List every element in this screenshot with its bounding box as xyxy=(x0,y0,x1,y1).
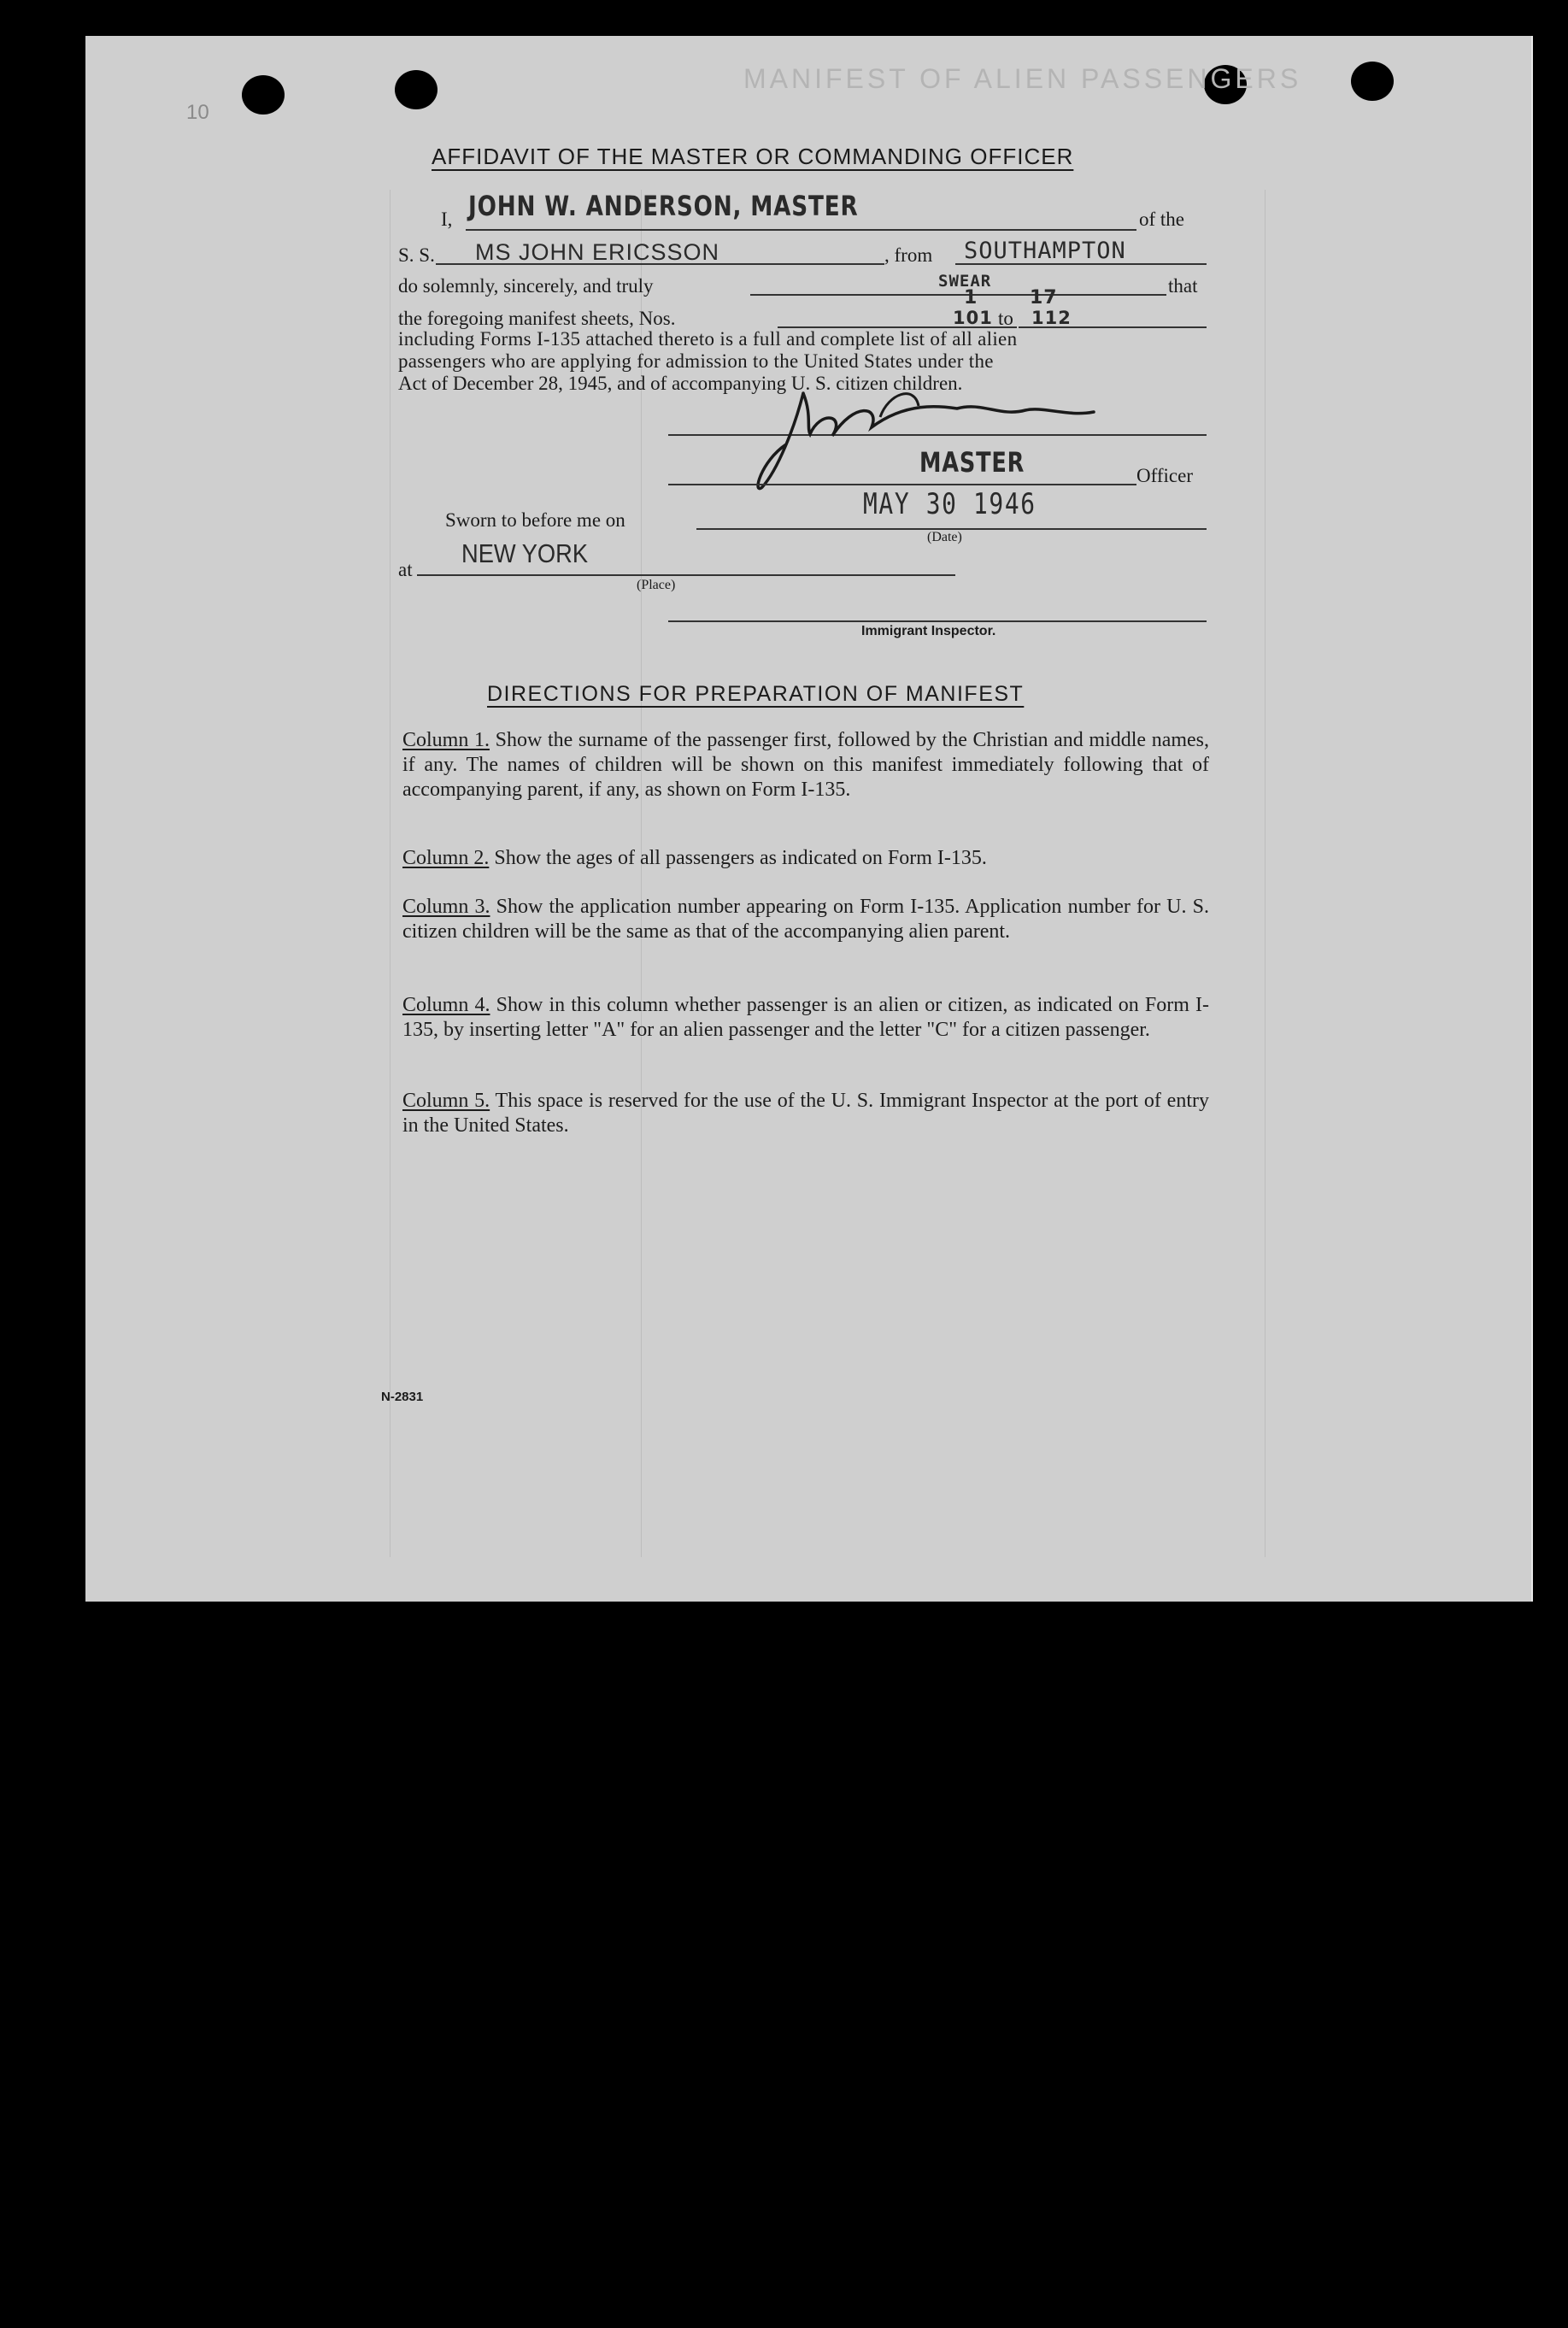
place-stamp: NEW YORK xyxy=(461,538,589,568)
place-line xyxy=(417,574,955,576)
of-the-label: of the xyxy=(1139,209,1185,230)
port-stamp: SOUTHAMPTON xyxy=(964,238,1126,264)
document-page xyxy=(85,36,1533,1602)
column-text: Show the application number appearing on Form I-135. Application number for U. S. citizen children will be the same as that of the accompanying alien parent. xyxy=(402,896,1210,943)
column-text: Show in this column whether passenger is an alien or citizen, as indicated on Form I-135, by inserting letter "A" for an alien passenger and the letter "C" for a citizen passenger. xyxy=(402,994,1210,1041)
to-label: to xyxy=(998,308,1013,329)
oath-stamp: SWEAR xyxy=(938,272,992,291)
sheet-from-top: 1 xyxy=(964,287,978,309)
column-label: Column 4. xyxy=(402,994,490,1016)
sheet-to: 112 xyxy=(1031,308,1072,328)
master-name-stamp: JOHN W. ANDERSON, MASTER xyxy=(468,190,859,222)
bleed-through-corner-number: 10 xyxy=(186,101,209,124)
punch-hole xyxy=(1351,62,1394,101)
ss-prefix: S. S. xyxy=(398,244,435,266)
inspector-label: Immigrant Inspector. xyxy=(861,624,996,638)
direction-column-5 xyxy=(402,1089,1209,1138)
name-line xyxy=(466,229,1136,231)
i-prefix: I, xyxy=(441,209,453,230)
oath-line xyxy=(750,294,1166,296)
column-text: This space is reserved for the use of the U. S. Immigrant Inspector at the port of entry in the United States. xyxy=(402,1090,1209,1137)
column-label: Column 5. xyxy=(402,1090,490,1112)
punch-hole xyxy=(242,75,285,115)
bleed-line xyxy=(390,190,391,1557)
bleed-line xyxy=(641,190,642,1557)
affidavit-title: AFFIDAVIT OF THE MASTER OR COMMANDING OFFICER xyxy=(432,144,1074,169)
direction-column-3 xyxy=(402,895,1209,944)
signature-text xyxy=(743,419,748,420)
direction-column-1 xyxy=(402,728,1209,802)
officer-title-stamp: MASTER xyxy=(919,446,1025,479)
column-label: Column 3. xyxy=(402,896,490,918)
sworn-text: Sworn to before me on xyxy=(445,509,625,531)
sheet-from: 101 xyxy=(953,308,993,328)
date-label: (Date) xyxy=(927,530,962,544)
inspector-line xyxy=(668,620,1207,622)
officer-label: Officer xyxy=(1136,465,1193,486)
foregoing-text: the foregoing manifest sheets, Nos. xyxy=(398,308,676,329)
that-label: that xyxy=(1168,275,1198,297)
body-line-2: passengers who are applying for admission to the United States under the xyxy=(398,350,994,372)
punch-hole xyxy=(395,70,438,109)
direction-column-4 xyxy=(402,993,1209,1043)
place-label: (Place) xyxy=(637,578,676,592)
bleed-line xyxy=(1265,190,1266,1557)
solemnly-text: do solemnly, sincerely, and truly xyxy=(398,275,654,297)
bleed-through-heading: MANIFEST OF ALIEN PASSENGERS xyxy=(743,63,1302,94)
from-label: , from xyxy=(884,244,933,266)
column-text: Show the ages of all passengers as indicated on Form I-135. xyxy=(494,847,987,869)
directions-title: DIRECTIONS FOR PREPARATION OF MANIFEST xyxy=(487,682,1025,706)
ship-name-stamp: MS JOHN ERICSSON xyxy=(475,239,720,265)
column-label: Column 2. xyxy=(402,847,490,869)
body-line-1: including Forms I-135 attached thereto is a full and complete list of all alien xyxy=(398,328,1018,350)
officer-line xyxy=(668,484,1136,485)
date-stamp: MAY 30 1946 xyxy=(863,487,1037,521)
at-label: at xyxy=(398,559,413,580)
form-number: N-2831 xyxy=(381,1390,424,1404)
sheet-to-top: 17 xyxy=(1030,287,1058,309)
column-text: Show the surname of the passenger first, followed by the Christian and middle names, if any. The names of children will be shown on this manifest immediately following that of accompanying parent, if any, as shown on Form I-135. xyxy=(402,729,1210,801)
direction-column-2 xyxy=(402,846,1209,871)
body-line-3: Act of December 28, 1945, and of accompanying U. S. citizen children. xyxy=(398,373,963,394)
column-label: Column 1. xyxy=(402,729,490,751)
